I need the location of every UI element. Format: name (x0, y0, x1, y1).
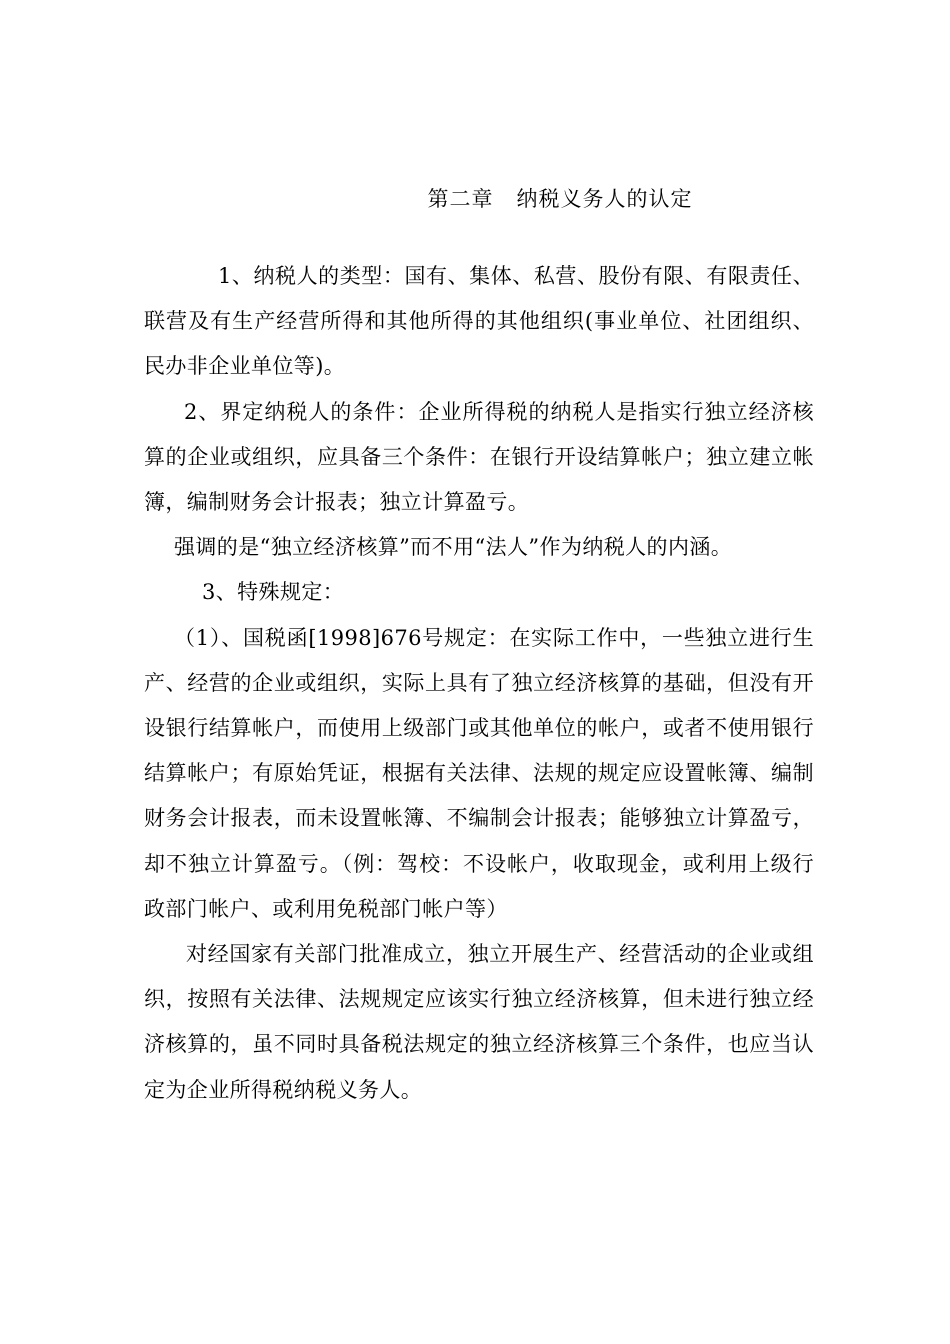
paragraph-taxpayer-types: 1、纳税人的类型：国有、集体、私营、股份有限、有限责任、联营及有生产经营所得和其他所得的其他组织(事业单位、社团组织、民办非企业单位等)。 (144, 264, 814, 379)
paragraph-emphasis: 强调的是“独立经济核算”而不用“法人”作为纳税人的内涵。 (174, 535, 733, 560)
paragraph-taxpayer-conditions: 2、界定纳税人的条件：企业所得税的纳税人是指实行独立经济核算的企业或组织，应具备三个条件：在银行开设结算帐户；独立建立帐簿，编制财务会计报表；独立计算盈亏。 (144, 399, 814, 515)
chapter-title: 第二章 纳税义务人的认定 (427, 187, 693, 211)
paragraph-special-rule-1: （1）、国税函[1998]676号规定：在实际工作中，一些独立进行生产、经营的企业或组织，实际上具有了独立经济核算的基础，但没有开设银行结算帐户，而使用上级部门或其他单位的帐户，或者不使用银行结算帐户；有原始凭证，根据有关法律、法规的规定应设置帐簿、编制财务会计报表，而未设置帐簿、不编制会计报表；能够独立计算盈亏，却不独立计算盈亏。（例：驾校：不设帐户，收取现金，或利用上级行政部门帐户、或利用免税部门帐户等） (144, 625, 814, 921)
paragraph-recognition: 对经国家有关部门批准成立，独立开展生产、经营活动的企业或组织，按照有关法律、法规规定应该实行独立经济核算，但未进行独立经济核算的，虽不同时具备税法规定的独立经济核算三个条件，也应当认定为企业所得税纳税义务人。 (144, 942, 814, 1102)
document-body (144, 254, 814, 1113)
paragraph-special-rules-heading: 3、特殊规定： (202, 580, 345, 605)
